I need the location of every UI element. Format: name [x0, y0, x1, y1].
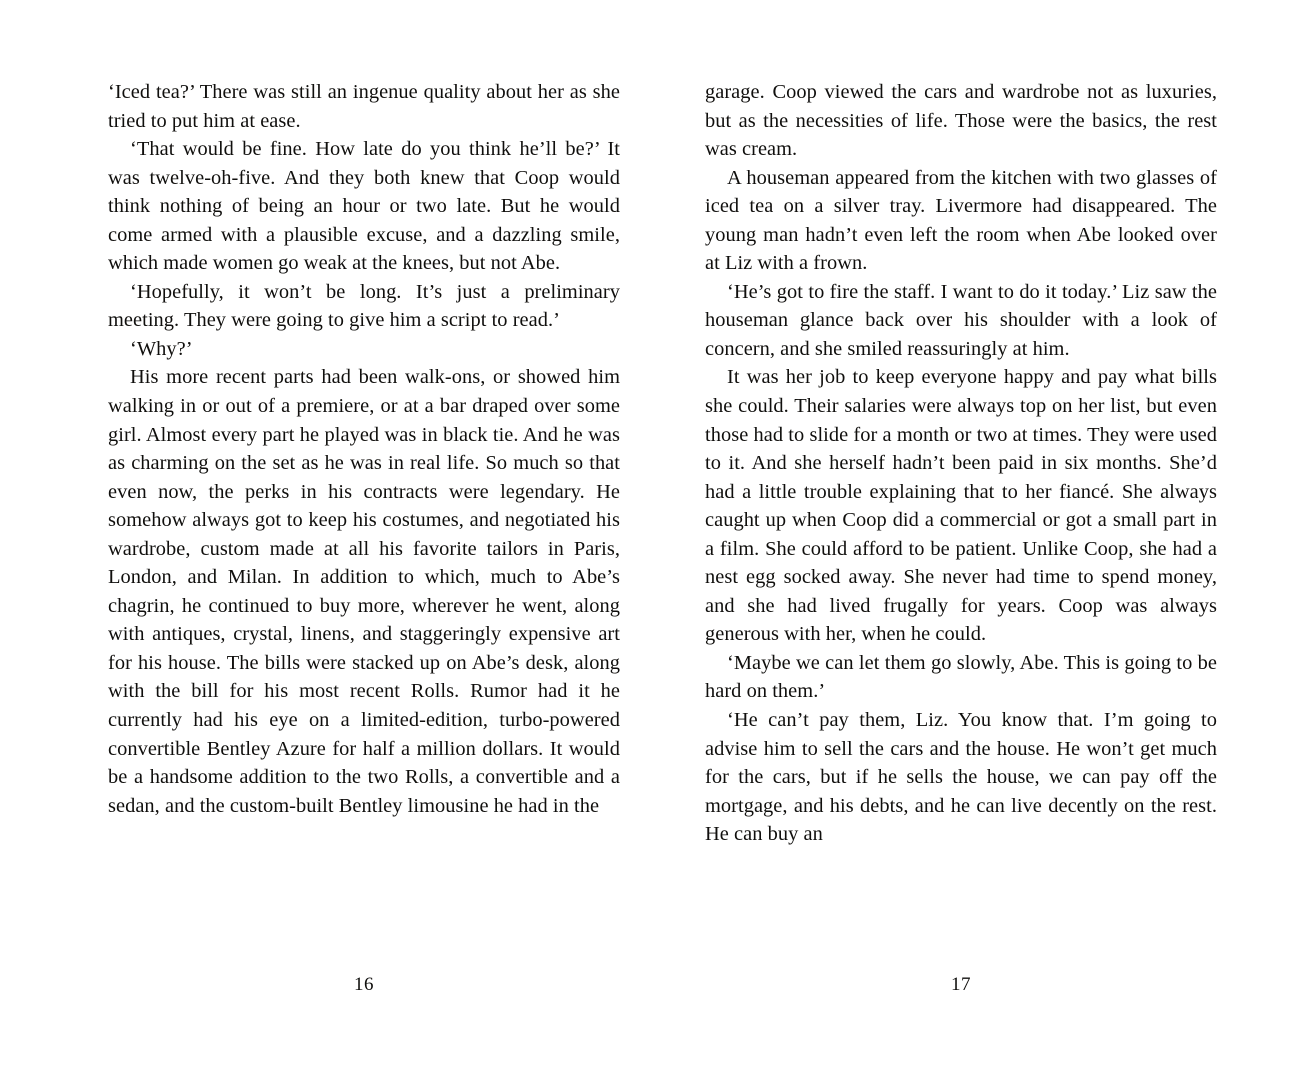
paragraph: ‘Iced tea?’ There was still an ingenue quality about her as she tried to put him at ease. [108, 81, 620, 132]
paragraph: ‘He can’t pay them, Liz. You know that. I’m going to advise him to sell the cars and the house. He won’t get much for the cars, but if he sells the house, we can pay off the mortgage, and his debts, and he can live decently on the rest. He can buy an [705, 709, 1217, 846]
paragraph: His more recent parts had been walk-ons, or showed him walking in or out of a premiere, or at a bar draped over some girl. Almost every part he played was in black tie. And he was as charming on the set as he was in real life. So much so that even now, the perks in his contracts were legendary. He somehow always got to keep his costumes, and negotiated his wardrobe, custom made at all his favorite tailors in Paris, London, and Milan. In addition to which, much to Abe’s chagrin, he continued to buy more, wherever he went, along with antiques, crystal, linens, and staggeringly expensive art for his house. The bills were stacked up on Abe’s desk, along with the bill for his most recent Rolls. Rumor had it he currently had his eye on a limited-edition, turbo-powered convertible Bentley Azure for half a million dollars. It would be a handsome addition to the two Rolls, a convertible and a sedan, and the custom-built Bentley limousine he had in the [108, 366, 620, 817]
page-right [705, 78, 1217, 1038]
paragraph: garage. Coop viewed the cars and wardrobe not as luxuries, but as the necessities of life. Those were the basics, the rest was cream. [705, 81, 1217, 161]
paragraph: ‘Why?’ [130, 337, 193, 360]
page-right-text-column [705, 78, 1217, 849]
page-left [108, 78, 620, 1038]
paragraph: It was her job to keep everyone happy and pay what bills she could. Their salaries were always top on her list, but even those had to slide for a month or two at times. They were used to it. And she herself hadn’t been paid in six months. She’d had a little trouble explaining that to her fiancé. She always caught up when Coop did a commercial or got a small part in a film. She could afford to be patient. Unlike Coop, she had a nest egg socked away. She never had time to spend money, and she had lived frugally for years. Coop was always generous with her, when he could. [705, 366, 1217, 646]
paragraph: ‘He’s got to fire the staff. I want to do it today.’ Liz saw the houseman glance back over his shoulder with a look of concern, and she smiled reassuringly at him. [705, 280, 1217, 360]
page-left-text-column [108, 78, 620, 820]
paragraph: ‘Maybe we can let them go slowly, Abe. This is going to be hard on them.’ [705, 651, 1217, 703]
paragraph: ‘Hopefully, it won’t be long. It’s just a preliminary meeting. They were going to give him a script to read.’ [108, 280, 620, 332]
paragraph: A houseman appeared from the kitchen with two glasses of iced tea on a silver tray. Livermore had disappeared. The young man hadn’t even left the room when Abe looked over at Liz with a frown. [705, 166, 1217, 275]
paragraph: ‘That would be fine. How late do you think he’ll be?’ It was twelve-oh-five. And they both knew that Coop would think nothing of being an hour or two late. But he would come armed with a plausible excuse, and a dazzling smile, which made women go weak at the knees, but not Abe. [108, 138, 620, 275]
page-number-left: 16 [354, 974, 374, 995]
page-number-right: 17 [951, 974, 971, 995]
